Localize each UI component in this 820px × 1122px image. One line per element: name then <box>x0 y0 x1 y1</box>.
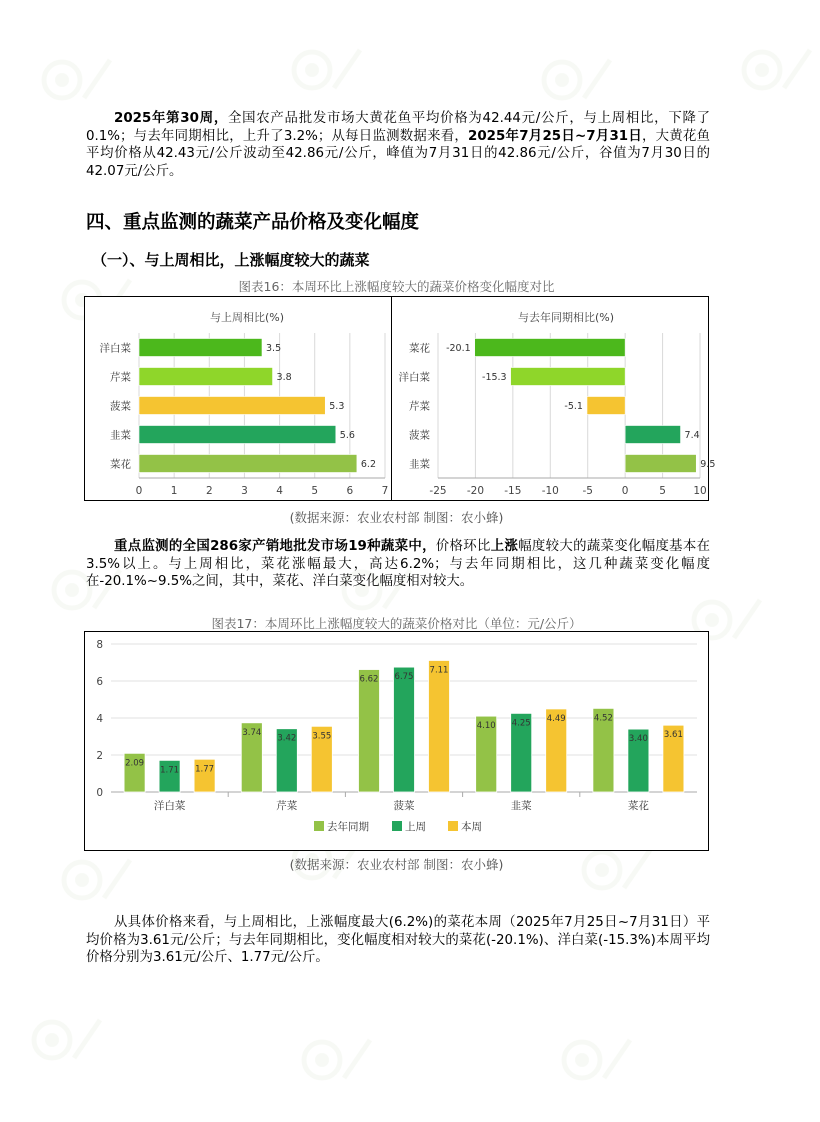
paragraph-price-detail: 从具体价格来看，与上周相比，上涨幅度最大(6.2%)的菜花本周（2025年7月25日~7月31日）平均价格为3.61元/公斤；与去年同期相比，变化幅度相对较大的菜花(-20.1%)、洋白菜(-15.3%)本周平均价格分别为3.61元/公斤、1.77元/公斤。 <box>86 915 710 965</box>
x-category-label: 韭菜 <box>510 800 532 812</box>
y-category-label: 韭菜 <box>110 429 131 442</box>
yoy-change-chart <box>392 297 716 500</box>
para-text: ，大黄花鱼平均价格从42.43元/公斤波动至42.86元/公斤，峰值为7月31日的42.86元/公斤，谷值为7月30日的42.07元/公斤。 <box>86 128 710 179</box>
data-label: 4.52 <box>593 713 613 724</box>
bar <box>139 426 336 444</box>
x-category-label: 洋白菜 <box>153 800 186 812</box>
y-category-label: 洋白菜 <box>99 342 131 355</box>
y-tick-label: 6 <box>96 676 103 688</box>
data-label: 5.3 <box>329 401 345 412</box>
legend-swatch <box>314 821 324 831</box>
figure-17-caption: 图表17：本周环比上涨幅度较大的蔬菜价格对比（单位：元/公斤） <box>211 616 582 631</box>
legend-label: 去年同期 <box>327 821 369 833</box>
watermark-bee-icon <box>740 40 820 100</box>
watermark-bee-icon <box>40 50 120 110</box>
para-text: 价格环比 <box>435 539 491 554</box>
price-comparison-chart <box>85 632 708 850</box>
bar <box>475 339 625 357</box>
figure-16-caption: 图表16：本周环比上涨幅度较大的蔬菜价格变化幅度对比 <box>238 279 555 294</box>
figure-17-panel <box>84 631 709 851</box>
para-bold: 上涨 <box>490 539 519 554</box>
figure-16-source: (数据来源：农业农村部 制图：农小蜂) <box>289 510 504 525</box>
data-label: 5.6 <box>339 430 355 441</box>
watermark-bee-icon <box>290 40 370 100</box>
bar <box>394 667 415 792</box>
legend-swatch <box>392 821 402 831</box>
legend-label: 本周 <box>461 821 482 833</box>
para-bold: 重点监测的全国286家产销地批发市场19种蔬菜中， <box>114 539 436 554</box>
data-label: 6.62 <box>359 674 379 685</box>
y-category-label: 韭菜 <box>409 458 430 471</box>
bar <box>587 397 625 415</box>
watermark-bee-icon <box>540 50 620 110</box>
data-label: 3.61 <box>663 730 683 741</box>
figure-16-panel <box>84 296 716 501</box>
data-label: -20.1 <box>446 343 471 354</box>
data-label: 4.10 <box>476 721 496 732</box>
watermark-bee-icon <box>560 1030 640 1090</box>
x-tick-label: 4 <box>276 485 283 497</box>
x-tick-label: 7 <box>381 485 389 497</box>
legend-swatch <box>448 821 458 831</box>
data-label: 3.5 <box>266 343 282 354</box>
x-tick-label: 0 <box>621 485 629 497</box>
y-tick-label: 0 <box>96 787 103 799</box>
data-label: 1.77 <box>195 764 215 775</box>
bar <box>139 339 262 357</box>
chart-title: 与上周相比(%) <box>209 311 285 324</box>
para-bold: 2025年第30周， <box>114 111 228 126</box>
para-text: 幅度较大的蔬菜变化幅度基本在3.5%以上。与上周相比，菜花涨幅最大，高达6.2%；与去年同期相比，这几种蔬菜变化幅度在-20.1%~9.5%之间，其中，菜花、洋白菜变化幅度相对较大。 <box>86 539 711 589</box>
y-tick-label: 2 <box>96 750 103 762</box>
data-label: -5.1 <box>564 401 583 412</box>
data-label: 3.8 <box>276 372 292 383</box>
x-tick-label: 0 <box>135 485 143 497</box>
x-tick-label: -10 <box>541 485 559 497</box>
data-label: 6.2 <box>360 459 376 470</box>
x-tick-label: 6 <box>346 485 354 497</box>
bar <box>139 455 357 473</box>
para-bold: 2025年7月25日~7月31日 <box>468 128 642 144</box>
data-label: 7.11 <box>429 665 449 676</box>
bar <box>429 660 450 792</box>
x-tick-label: 1 <box>170 485 178 497</box>
y-tick-label: 4 <box>96 713 103 725</box>
bar <box>359 670 380 792</box>
bar <box>139 397 325 415</box>
bar <box>139 368 273 386</box>
x-tick-label: 5 <box>311 485 319 497</box>
data-label: 2.09 <box>125 758 145 769</box>
data-label: 1.71 <box>160 765 180 776</box>
figure-17-source: (数据来源：农业农村部 制图：农小蜂) <box>289 857 504 872</box>
x-tick-label: -20 <box>466 485 485 497</box>
bar <box>511 368 626 386</box>
chart-title: 与去年同期相比(%) <box>517 311 615 324</box>
paragraph-vegetable-summary <box>86 538 710 591</box>
paragraph-fish-price <box>86 110 710 180</box>
watermark-bee-icon <box>300 1030 380 1090</box>
y-category-label: 菠菜 <box>409 429 430 442</box>
bar <box>625 426 680 444</box>
legend-label: 上周 <box>405 821 426 833</box>
data-label: 7.4 <box>684 430 700 441</box>
x-tick-label: -15 <box>504 485 522 497</box>
y-category-label: 洋白菜 <box>398 371 430 384</box>
y-category-label: 菜花 <box>110 458 131 471</box>
watermark-bee-icon <box>30 1010 110 1070</box>
x-tick-label: 2 <box>205 485 213 497</box>
data-label: 9.5 <box>700 459 716 470</box>
data-label: 3.40 <box>628 734 648 745</box>
x-tick-label: 3 <box>241 485 248 497</box>
subsection-heading: （一）、与上周相比，上涨幅度较大的蔬菜 <box>92 251 370 269</box>
x-tick-label: -25 <box>429 485 447 497</box>
wow-change-chart <box>85 297 391 500</box>
y-category-label: 菠菜 <box>110 400 131 413</box>
bar <box>625 455 696 473</box>
x-tick-label: -5 <box>582 485 593 497</box>
y-category-label: 芹菜 <box>110 371 131 384</box>
data-label: 3.55 <box>312 731 332 742</box>
section-heading: 四、重点监测的蔬菜产品价格及变化幅度 <box>86 212 420 233</box>
y-tick-label: 8 <box>96 639 103 651</box>
y-category-label: 芹菜 <box>409 400 430 413</box>
y-category-label: 菜花 <box>409 342 430 355</box>
x-tick-label: 5 <box>659 485 666 497</box>
data-label: 4.49 <box>546 713 566 724</box>
data-label: 3.42 <box>277 733 297 744</box>
x-category-label: 芹菜 <box>276 800 298 812</box>
data-label: 6.75 <box>394 672 414 683</box>
data-label: -15.3 <box>482 372 507 383</box>
x-category-label: 菜花 <box>627 800 649 812</box>
para-text: 全国农产品批发市场大黄花鱼平均价格为42.44元/公斤，与上周相比，下降了0.1%；与去年同期相比，上升了3.2%；从每日监测数据来看， <box>86 111 711 144</box>
data-label: 3.74 <box>242 727 262 738</box>
x-category-label: 菠菜 <box>393 800 415 812</box>
x-tick-label: 10 <box>693 485 707 497</box>
data-label: 4.25 <box>511 718 531 729</box>
